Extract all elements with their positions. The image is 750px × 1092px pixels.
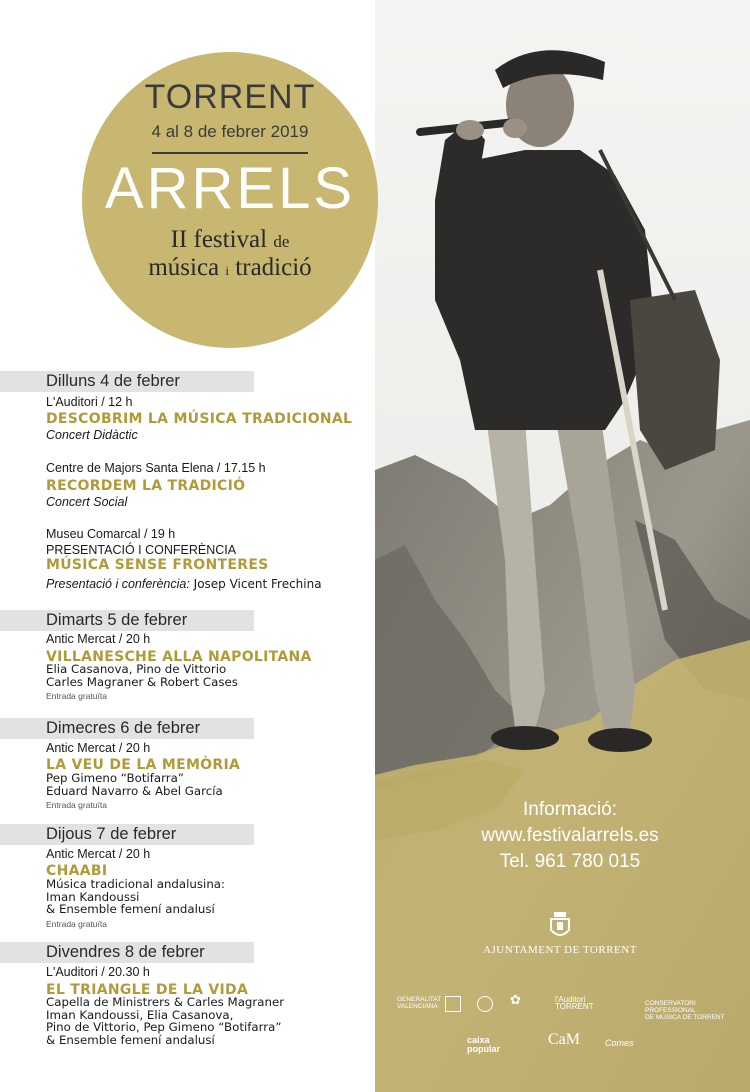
generalitat-logo: GENERALITAT VALENCIANA — [397, 996, 442, 1010]
day-label: Dimecres 6 de febrer — [46, 719, 201, 737]
title-divider — [152, 152, 308, 154]
festival-dates: 4 al 8 de febrer 2019 — [151, 122, 309, 141]
event-artists: Elia Casanova, Pino de Vittorio Carles Magraner & Robert Cases — [46, 662, 238, 689]
palm-icon: ✿ — [510, 992, 521, 1007]
day-label: Dijous 7 de febrer — [46, 825, 177, 843]
event-title: RECORDEM LA TRADICIÓ — [46, 478, 246, 494]
city-name: TORRENT — [144, 78, 316, 116]
festival-edition: II festival de — [170, 226, 290, 253]
sponsor-logos — [395, 992, 740, 1062]
info-block — [470, 797, 670, 875]
festival-theme: música i tradició — [148, 254, 312, 281]
event-venue: Antic Mercat / 20 h — [46, 847, 151, 861]
event-type: PRESENTACIÓ I CONFERÈNCIA — [46, 543, 237, 557]
council-name: AJUNTAMENT DE TORRENT — [483, 944, 637, 956]
entry-note: Entrada gratuïta — [46, 691, 107, 701]
event-title: VILLANESCHE ALLA NAPOLITANA — [46, 649, 312, 665]
council-logo — [480, 912, 640, 956]
event-subtitle: Presentació i conferència: Josep Vicent Frechina — [46, 577, 322, 591]
conservatori-logo: CONSERVATORI PROFESSIONAL DE MÚSICA DE TORRENT — [645, 1000, 725, 1021]
day-label: Divendres 8 de febrer — [46, 943, 205, 961]
event-artists: Música tradicional andalusina: Iman Kandoussi & Ensemble femení andalusí — [46, 877, 226, 916]
cam-logo: CaM — [548, 1031, 580, 1048]
event-title: MÚSICA SENSE FRONTERES — [46, 557, 269, 573]
event-subtitle: Concert Didàctic — [46, 428, 138, 442]
sponsor-logo-2 — [445, 996, 461, 1012]
event-venue: Museu Comarcal / 19 h — [46, 527, 176, 541]
entry-note: Entrada gratuïta — [46, 919, 107, 929]
event-venue: Antic Mercat / 20 h — [46, 741, 151, 755]
event-subtitle: Concert Social — [46, 495, 128, 509]
auditori-logo: l'Auditori TORRENT — [555, 995, 594, 1011]
sponsor-logo-3 — [477, 996, 493, 1012]
event-venue: L'Auditori / 20.30 h — [46, 965, 150, 979]
entry-note: Entrada gratuïta — [46, 800, 107, 810]
event-artists: Capella de Ministrers & Carles Magraner Iman Kandoussi, Elia Casanova, Pino de Vittorio, Pep Gimeno “Botifarra” & Ensemble femení andalusí — [46, 995, 285, 1047]
coat-of-arms-icon — [549, 912, 571, 940]
event-venue: Centre de Majors Santa Elena / 17.15 h — [46, 461, 266, 475]
day-label: Dimarts 5 de febrer — [46, 611, 188, 629]
event-artists: Pep Gimeno “Botifarra” Eduard Navarro & Abel García — [46, 771, 223, 798]
festival-name: ARRELS — [104, 156, 356, 221]
phone-number: Tel. 961 780 015 — [499, 851, 641, 872]
event-title: DESCOBRIM LA MÚSICA TRADICIONAL — [46, 411, 353, 427]
event-title: CHAABI — [46, 863, 108, 879]
event-title: LA VEU DE LA MEMÒRIA — [46, 757, 241, 773]
event-venue: Antic Mercat / 20 h — [46, 632, 151, 646]
info-label: Informació: — [523, 799, 617, 820]
website-link[interactable]: www.festivalarrels.es — [481, 825, 659, 846]
event-venue: L'Auditori / 12 h — [46, 395, 133, 409]
comes-logo: Comes — [605, 1038, 634, 1048]
event-title: EL TRIANGLE DE LA VIDA — [46, 982, 249, 998]
caixa-popular-logo: caixa popular — [467, 1035, 500, 1054]
festival-emblem — [82, 52, 378, 348]
day-label: Dilluns 4 de febrer — [46, 372, 180, 390]
